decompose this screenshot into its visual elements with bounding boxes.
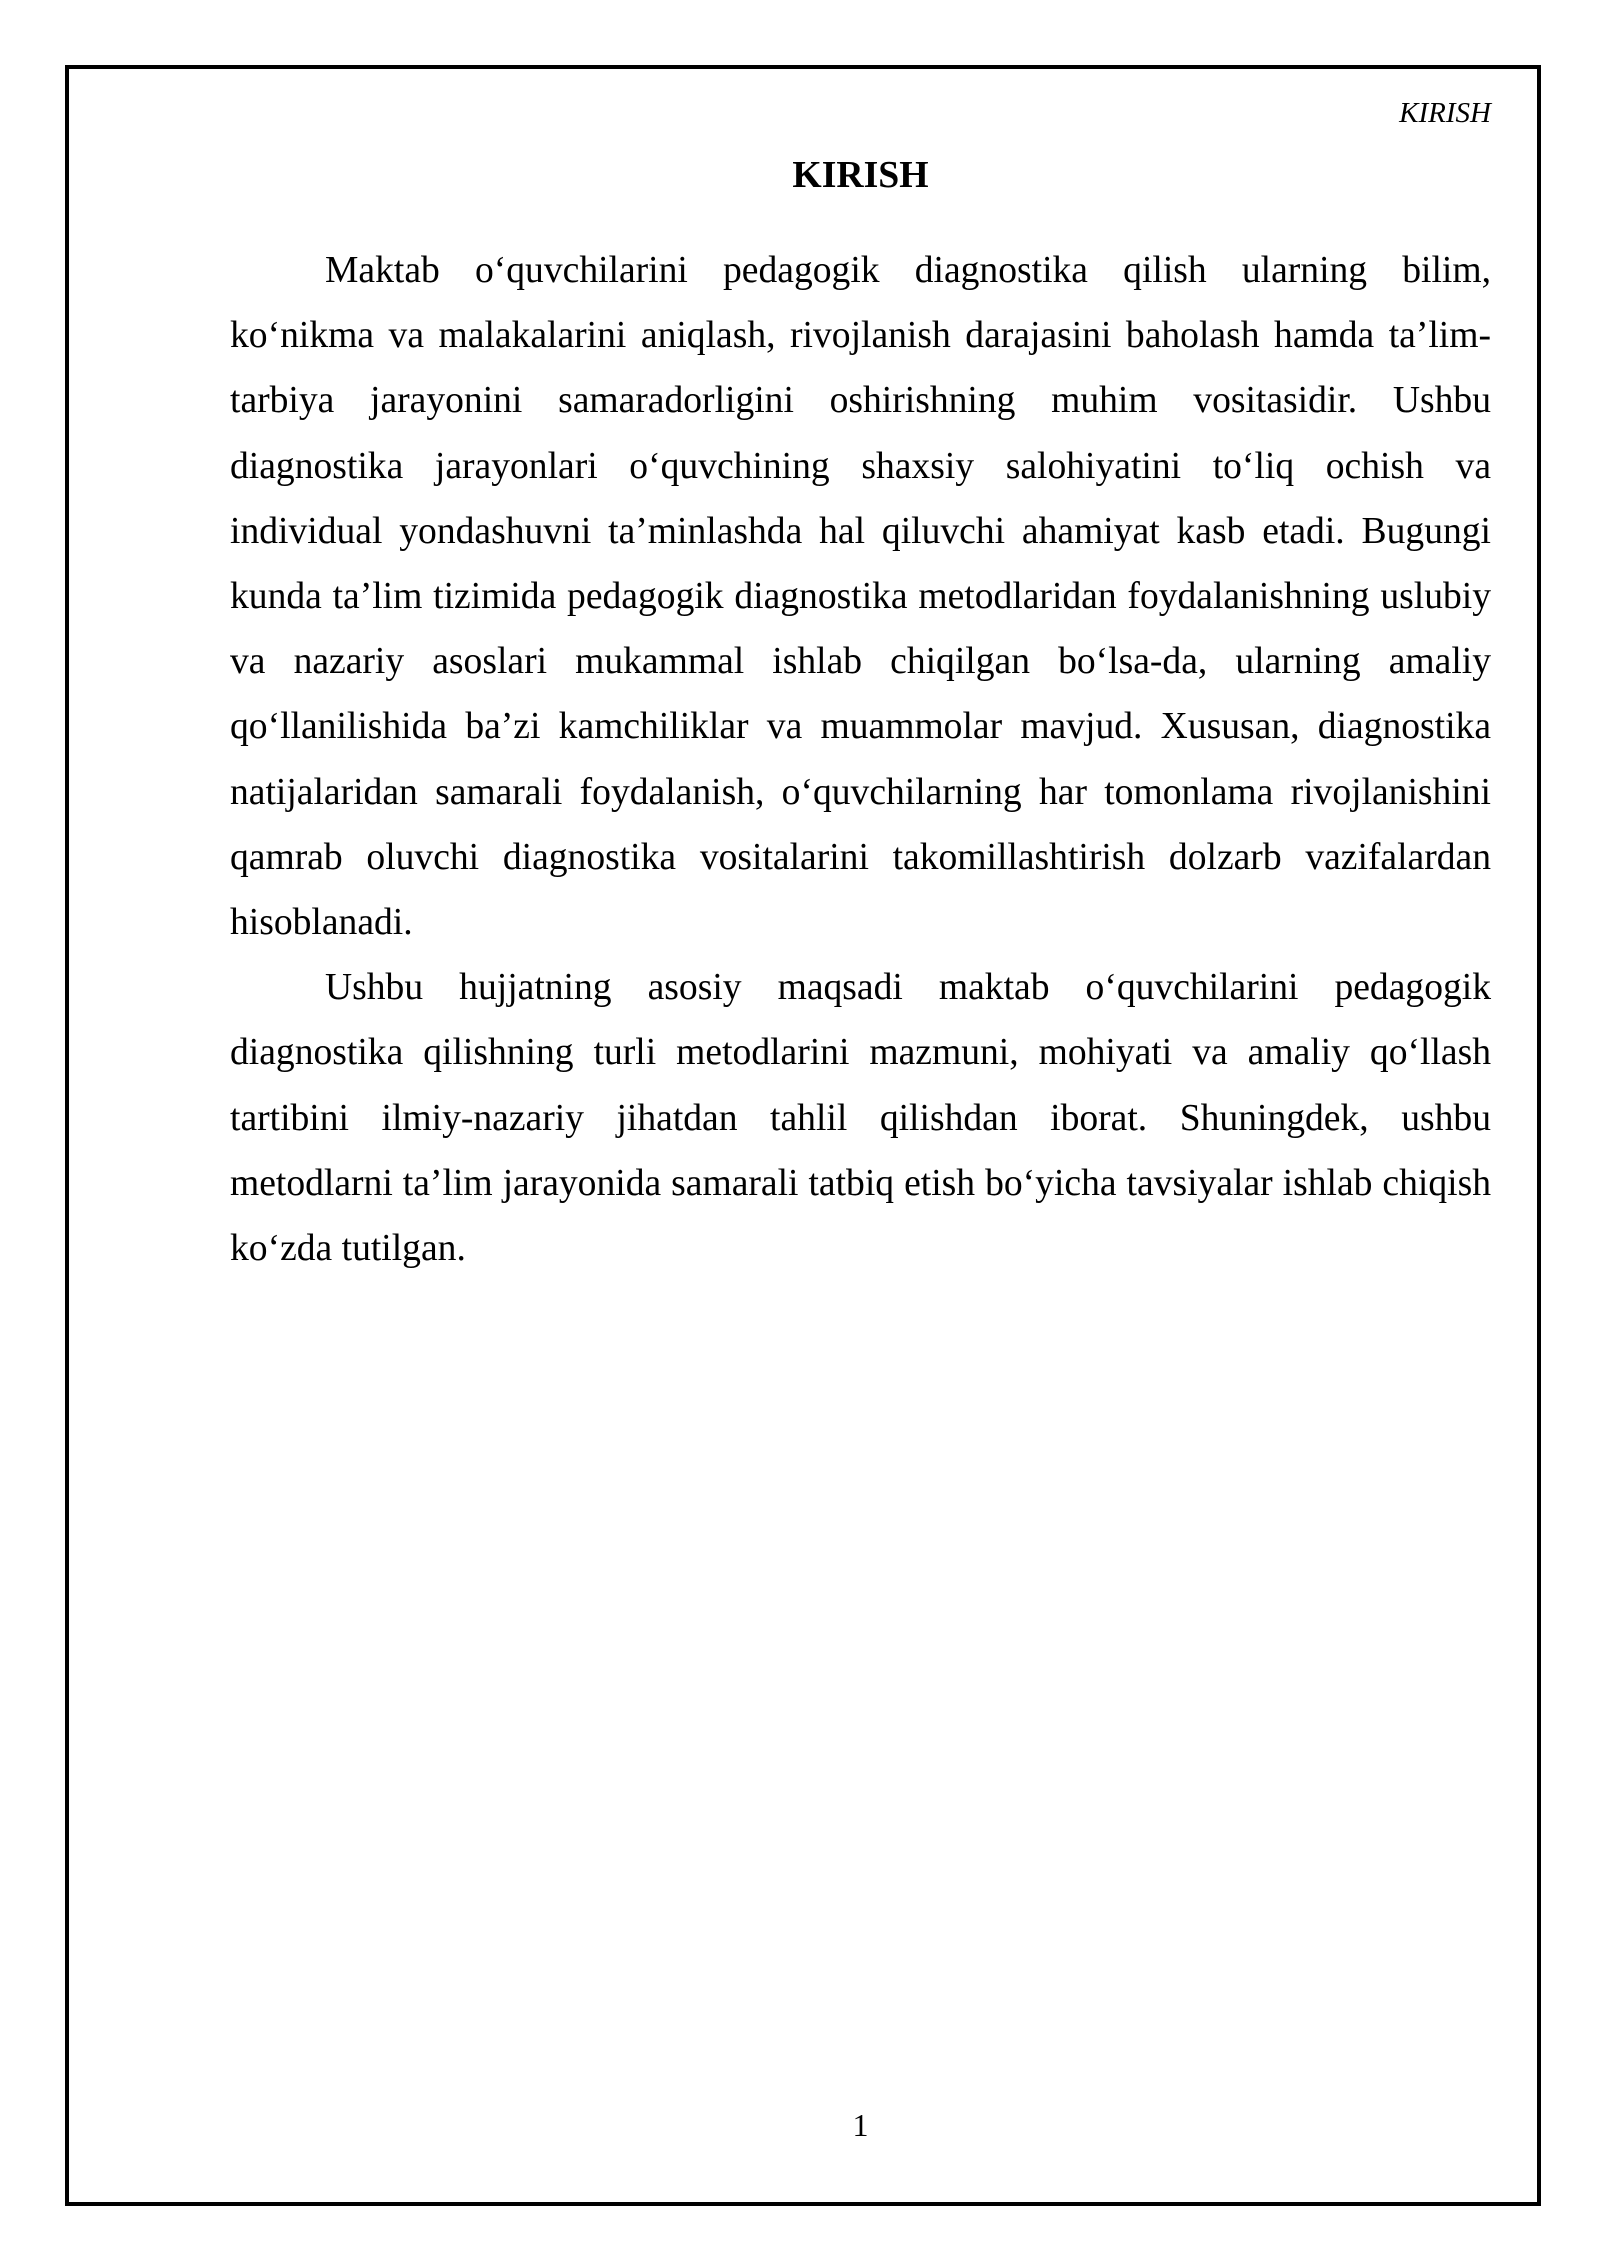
text-line: kunda ta’lim tizimida pedagogik diagnostika metodlaridan foydalanishning uslubiy <box>230 576 1491 618</box>
paragraph-intro <box>230 238 1491 955</box>
text-line: qo‘llanilishida ba’zi kamchiliklar va muammolar mavjud. Xususan, diagnostika <box>230 706 1491 748</box>
text-line: diagnostika qilishning turli metodlarini mazmuni, mohiyati va amaliy qo‘llash <box>230 1032 1491 1074</box>
text-line: Maktab o‘quvchilarini pedagogik diagnostika qilish ularning bilim, <box>325 250 1491 291</box>
text-line: tartibini ilmiy-nazariy jihatdan tahlil qilishdan iborat. Shuningdek, ushbu <box>230 1097 1491 1139</box>
text-line: natijalaridan samarali foydalanish, o‘quvchilarning har tomonlama rivojlanishini <box>230 771 1491 813</box>
section-title: KIRISH <box>792 154 929 196</box>
body-text <box>230 238 1491 1281</box>
text-line: individual yondashuvni ta’minlashda hal qiluvchi ahamiyat kasb etadi. Bugungi <box>230 510 1491 552</box>
page-number: 1 <box>852 2107 869 2143</box>
text-line: diagnostika jarayonlari o‘quvchining shaxsiy salohiyatini to‘liq ochish va <box>230 445 1491 487</box>
paragraph-purpose <box>230 955 1491 1281</box>
text-line: metodlarni ta’lim jarayonida samarali tatbiq etish bo‘yicha tavsiyalar ishlab chiqish <box>230 1162 1491 1204</box>
running-header: KIRISH <box>1399 97 1491 129</box>
text-line: Ushbu hujjatning asosiy maqsadi maktab o‘quvchilarini pedagogik <box>325 967 1491 1009</box>
text-line: va nazariy asoslari mukammal ishlab chiqilgan bo‘lsa-da, ularning amaliy <box>230 641 1491 683</box>
text-line: ko‘nikma va malakalarini aniqlash, rivojlanish darajasini baholash hamda ta’lim- <box>230 315 1491 357</box>
text-line: hisoblanadi. <box>230 902 413 944</box>
text-line: tarbiya jarayonini samaradorligini oshirishning muhim vositasidir. Ushbu <box>230 380 1491 422</box>
text-line: qamrab oluvchi diagnostika vositalarini takomillashtirish dolzarb vazifalardan <box>230 836 1491 878</box>
text-line: ko‘zda tutilgan. <box>230 1228 466 1270</box>
